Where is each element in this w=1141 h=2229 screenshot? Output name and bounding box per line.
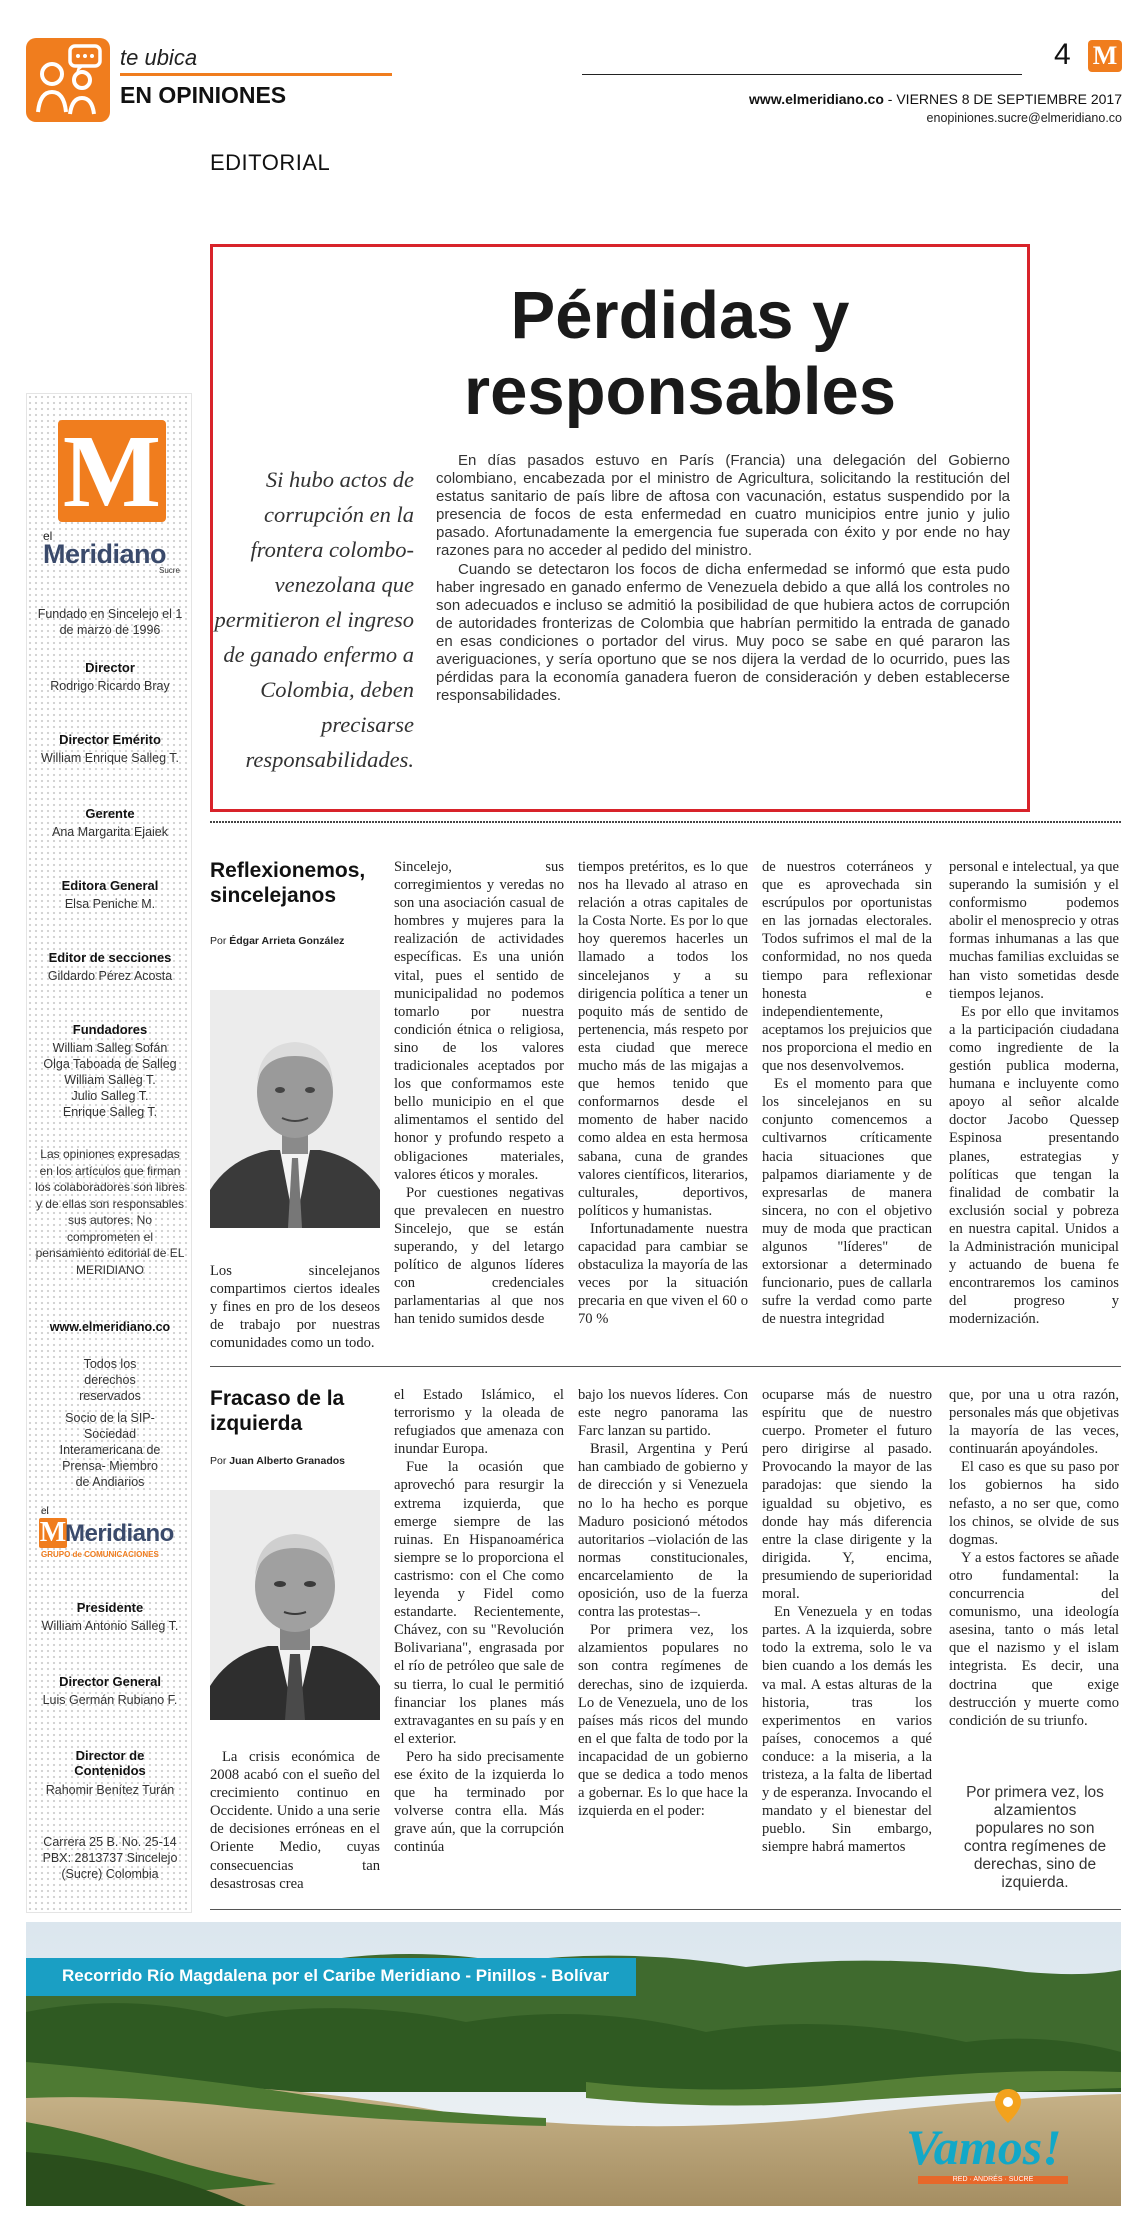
founded-text: Fundado en Sincelejo el 1 de marzo de 1996 (37, 607, 183, 637)
article-divider (210, 1366, 1121, 1367)
editora-name: Elsa Peniche M. (64, 897, 156, 911)
header-rule (582, 74, 1022, 75)
director-general-name: Luis Germán Rubiano F. (42, 1693, 178, 1707)
editor-secciones-name: Gildardo Pérez Acosta (47, 969, 173, 983)
editorial-pull-quote: Si hubo actos de corrupción en la frontera colombo-venezolana que permitieron el ingreso de ganado enfermo a Colombia, deben precisarse responsabilidades. (214, 467, 414, 772)
article-paragraph: que, por una u otra razón, personales más que objetivas la mayoría de las veces, continuarán apoyándoles. (949, 1387, 1119, 1458)
editora-label: Editora General (61, 878, 159, 893)
article-paragraph: personal e intelectual, ya que superando la sumisión y el conformismo podemos abolir el menosprecio y otras formas inhumanas a las que muchas familias excluidas se han visto sometidas desde tiempos lejanos. (949, 859, 1119, 1002)
article-column (394, 1386, 564, 1856)
director-contenidos-name: Rahomir Benítez Turán (45, 1783, 175, 1797)
brand-logo: M (1088, 40, 1122, 72)
byline-prefix: Por (210, 935, 227, 947)
people-chat-icon (26, 38, 110, 122)
article-paragraph: Los sincelejanos compartimos ciertos ideales y fines en pro de los deseos de trabajo por nuestras comunidades como un todo. (210, 1263, 380, 1352)
article-paragraph: Por cuestiones negativas que prevalecen en nuestro Sincelejo, que se están superando, y del letargo político de algunos líderes con credenciales parlamentarias al que nos han tenido sumidos desde (394, 1184, 564, 1328)
fundador-name: William Salleg Sofán (52, 1041, 168, 1055)
page-number: 4 (1054, 38, 1071, 71)
fundadores-label: Fundadores (72, 1022, 148, 1037)
article-pull-quote: Por primera vez, los alzamientos populares no son contra regímenes de derechas, sino de izquierda. (963, 1784, 1107, 1891)
editor-secciones-label: Editor de secciones (48, 950, 172, 965)
article-paragraph: La crisis económica de 2008 acabó con el sueño del crecimiento continuo en Occidente. Unido a una serie de decisiones erróneas en el Oriente Medio, cuyas consecuencias tan desastrosas crea (210, 1749, 380, 1892)
article-column (394, 858, 564, 1328)
article-column (578, 1386, 748, 1820)
section-divider (210, 821, 1121, 823)
editorial-paragraph: En días pasados estuvo en París (Francia) una delegación del Gobierno colombiano, encabezada por el ministro de Agricultura, solicitando la restitución del estatus sanitario de país libre de aftosa con vacunación, estatus suspendido por la presencia de focos de esta enfermedad en cuatro municipios entre junio y julio pasado. Afortunadamente la emergencia fue superada con éxito y por ende no hay razones para no acceder al pedido del ministro. (436, 452, 1010, 560)
director-emerito-label: Director Emérito (59, 732, 161, 747)
director-general-label: Director General (59, 1674, 161, 1689)
site-url[interactable]: www.elmeridiano.co (749, 91, 884, 107)
byline-author: Édgar Arrieta González (229, 935, 345, 947)
issue-date: - VIERNES 8 DE SEPTIEMBRE 2017 (883, 91, 1122, 107)
article-column (210, 1748, 380, 1893)
footer-divider (210, 1909, 1121, 1910)
fundador-name: Olga Taboada de Salleg (43, 1057, 177, 1071)
article-paragraph: Es el momento para que los sincelejanos en su conjunto comencemos a cultivarnos críticamente hacia situaciones que palpamos diariamente y de expresarlas de manera sincera, no con el objetivo muy de moda que practican algunos "líderes" de extorsionar a determinado funcionario, pues de callarla sufre la verdad como parte de nuestra integridad (762, 1076, 932, 1328)
vamos-logo: Vamos! (906, 2119, 1062, 2175)
article-column (949, 1386, 1119, 1730)
director-emerito-name: William Enrique Salleg T. (40, 751, 180, 765)
disclaimer-text: Las opiniones expresadas en los artículos que firman los colaboradores son libres y de ellas son responsables sus autores. No comprometen el pensamiento editorial de EL MERIDIANO (35, 1147, 185, 1277)
article-column (210, 1262, 380, 1352)
portrait-icon (210, 990, 380, 1228)
banner-caption: Recorrido Río Magdalena por el Caribe Meridiano - Pinillos - Bolívar (62, 1966, 609, 1985)
article-paragraph: ocuparse más de nuestro espíritu que de nuestro cuerpo. Prometer el futuro pero dirigirse al pasado. Provocando la mayor de las paradojas: que siendo la igualdad su objetivo, es donde hay más diferencia entre la clase dirigente y la dirigida. Y, encima, presumiendo de superioridad moral. (762, 1387, 932, 1603)
group-logo (39, 1506, 189, 1562)
address-text: Carrera 25 B. No. 25-14 PBX: 2813737 Sincelejo (Sucre) Colombia (42, 1835, 178, 1881)
header-divider (120, 73, 392, 76)
article-paragraph: Infortunadamente nuestra capacidad para cambiar se obstaculiza la mayoría de las veces por la situación precaria en que viven el 60 o 70 % (578, 1220, 748, 1328)
fundador-name: William Salleg T. (64, 1073, 156, 1087)
rights-text: Todos los derechos reservados (79, 1357, 141, 1403)
portrait-icon (210, 1490, 380, 1720)
article-paragraph: Por primera vez, los alzamientos populares no son contra regímenes de derechas, sino de izquierda. Lo de Venezuela, uno de los países más ricos del mundo en el que falta de todo por la incapacidad de un gobierno que se dedica a todo menos a gobernar. Es lo que hace la izquierda en el poder: (578, 1622, 748, 1820)
masthead-logo-region: Sucre (159, 566, 180, 575)
fundador-name: Julio Salleg T. (71, 1089, 149, 1103)
page-title: EDITORIAL (210, 150, 331, 175)
article-column (578, 858, 748, 1328)
article-paragraph: En Venezuela y en todas partes. A la izquierda, sobre todo la extrema, solo le va bien cuando a los demás les va mal. A estas alturas de la historia, tras los experimentos en varios países, conocemos a qué conduce: a la miseria, a la tristeza, a la falta de libertad y de esperanza. Invocando el mandato y el bienestar del pueblo. Sin embargo, siempre habrá mamertos (762, 1604, 932, 1856)
fundador-name: Enrique Salleg T. (62, 1105, 158, 1119)
article-column (762, 858, 932, 1328)
article-paragraph: Pero ha sido precisamente ese éxito de la izquierda lo que ha terminado por volverse contra ella. Más grave aún, que la corrupción continúa (394, 1748, 564, 1856)
section-logo (26, 38, 110, 122)
sip-membership: Socio de la SIP- Sociedad Interamericana de Prensa- Miembro de Andiarios (59, 1411, 161, 1489)
section-name: EN OPINIONES (120, 82, 287, 108)
masthead-logo-article: el (43, 529, 53, 543)
editorial-paragraph: Cuando se detectaron los focos de dicha enfermedad se informó que esta pudo haber ingresado en ganado enfermo de Venezuela debido a que allá los controles no son adecuados e incluso se admitió la posibilidad de que hubiera actos de corrupción de autoridades fronterizas de Colombia que habrían permitido la entrada de ganado en esas condiciones o portador del virus. Muy poco se sabe en qué pararon las averiguaciones, y sería oportuno que se nos dijera la verdad de lo ocurrido, pues las pérdidas para la economía ganadera fueron de consideración y deben establecerse responsabilidades. (436, 560, 1010, 705)
article-paragraph: bajo los nuevos líderes. Con este negro panorama las Farc lanzan su partido. (578, 1387, 748, 1440)
article-paragraph: de nuestros coterráneos y que es aprovechada sin escrúpulos por oportunistas en las jornadas electorales. Todos sufrimos el mal de la conformidad, no nos queda tiempo para reflexionar honesta e independientemente, aceptamos los prejuicios que nos proporciona el medio en que nos desenvolvemos. (762, 859, 932, 1075)
article-paragraph: El caso es que su paso por los gobiernos ha sido nefasto, a no ser que, como los chinos, se olvide de sus dogmas. (949, 1459, 1119, 1548)
editorial-title-line1: Pérdidas y (510, 278, 850, 353)
author-photo (210, 1490, 380, 1720)
article-paragraph: Y a estos factores se añade otro fundamental: la concurrencia del comunismo, una ideología asesina, tanto o más letal que el nazismo y el islam integrista. Es decir, una doctrina que exige destrucción y muerte como condición de su triunfo. (949, 1549, 1119, 1729)
director-name: Rodrigo Ricardo Bray (50, 679, 170, 693)
section-email[interactable]: enopiniones.sucre@elmeridiano.co (926, 111, 1122, 125)
presidente-label: Presidente (76, 1600, 144, 1615)
presidente-name: William Antonio Salleg T. (41, 1619, 179, 1633)
article-title: Fracaso de la izquierda (210, 1387, 345, 1435)
article-paragraph: tiempos pretéritos, es lo que nos ha llevado al atraso en relación a otras capitales de la Costa Norte. Es por lo que hoy queremos hacerles un llamado a todos los sincelejanos y a su dirigencia política a tener un poquito más de sentido de pertenencia, más respeto por esta ciudad que merece mucho más de las migajas a que hemos tenido que conformarnos desde el momento de haber nacido como aldea en esta hermosa sabana, cuna de grandes valores científicos, literarios, culturales, deportivos, políticos y humanistas. (578, 859, 748, 1219)
article-column (762, 1386, 932, 1856)
gerente-name: Ana Margarita Ejaiek (51, 825, 169, 839)
gerente-label: Gerente (85, 806, 135, 821)
masthead-logo: M (58, 420, 166, 522)
article-column (949, 858, 1119, 1328)
director-label: Director (85, 660, 135, 675)
director-contenidos-label: Director de Contenidos (74, 1748, 146, 1778)
website-link[interactable]: www.elmeridiano.co (49, 1320, 171, 1334)
article-paragraph: el Estado Islámico, el terrorismo y la oleada de refugiados que amenaza con inundar Europa. (394, 1387, 564, 1458)
masthead-sidebar (26, 393, 192, 1913)
group-logo-name: Meridiano (65, 1520, 174, 1547)
author-photo (210, 990, 380, 1228)
group-logo-sub: GRUPO de COMUNICACIONES (41, 1550, 159, 1559)
editorial-body (436, 452, 1010, 705)
section-tagline: te ubica (120, 45, 198, 70)
byline-prefix: Por (210, 1455, 227, 1467)
article-paragraph: Fue la ocasión que aprovechó para resurgir la extrema izquierda, que emerge siempre de las ruinas. En Hispanoamérica siempre se lo proporciona el castrismo: con el Che como leyenda y Fidel como estandarte. Recientemente, Chávez, con su "Revolución Bolivariana", engrasada por el río de petróleo que sale de su tierra, lo cual le permitió financiar los planes más extravagantes en su país y en el exterior. (394, 1459, 564, 1747)
group-logo-article: el (41, 1506, 49, 1517)
editorial-title-line2: responsables (464, 354, 896, 429)
masthead-logo-name: Meridiano (43, 539, 167, 569)
article-title: Reflexionemos, sincelejanos (210, 859, 366, 907)
article-byline (210, 1455, 385, 1467)
article-paragraph: Brasil, Argentina y Perú han cambiado de gobierno y de dirección y si Venezuela no lo ha hecho es porque Maduro posicionó métodos autoritarios –violación de las normas constitucionales, encarcelamiento de la oposición, uso de la fuerza contra las protestas–. (578, 1441, 748, 1621)
editorial-title (330, 278, 1030, 430)
article-byline (210, 935, 385, 947)
dateline (749, 91, 1122, 107)
vamos-tagline: RED · ANDRÉS · SUCRE (918, 2176, 1068, 2184)
group-logo-mark: M (39, 1517, 67, 1548)
article-paragraph: Es por ello que invitamos a la participación ciudadana como ingrediente de la gestión publica moderna, humana e incluyente como apoyo al señor alcalde doctor Jacobo Quessep Espinosa presentando planes, estrategias y políticas que tengan la finalidad de combatir la exclusión social y pobreza en nuestra capital. Unidos a la Administración municipal y actuando de buena fe encontraremos los caminos del progreso y modernización. (949, 1003, 1119, 1328)
article-paragraph: Sincelejo, sus corregimientos y veredas no son una asociación casual de hombres y mujeres para la realización de actividades específicas. Es una unión vital, pues el sentido de municipalidad no podemos tomarlo por nuestra condición étnica o religiosa, sino de los valores tradicionales aceptados por los que conformamos este bello municipio en el que alimentamos el sentido del honor y profundo respeto a obligaciones materiales, valores éticos y morales. (394, 859, 564, 1183)
byline-author: Juan Alberto Granados (229, 1455, 345, 1467)
